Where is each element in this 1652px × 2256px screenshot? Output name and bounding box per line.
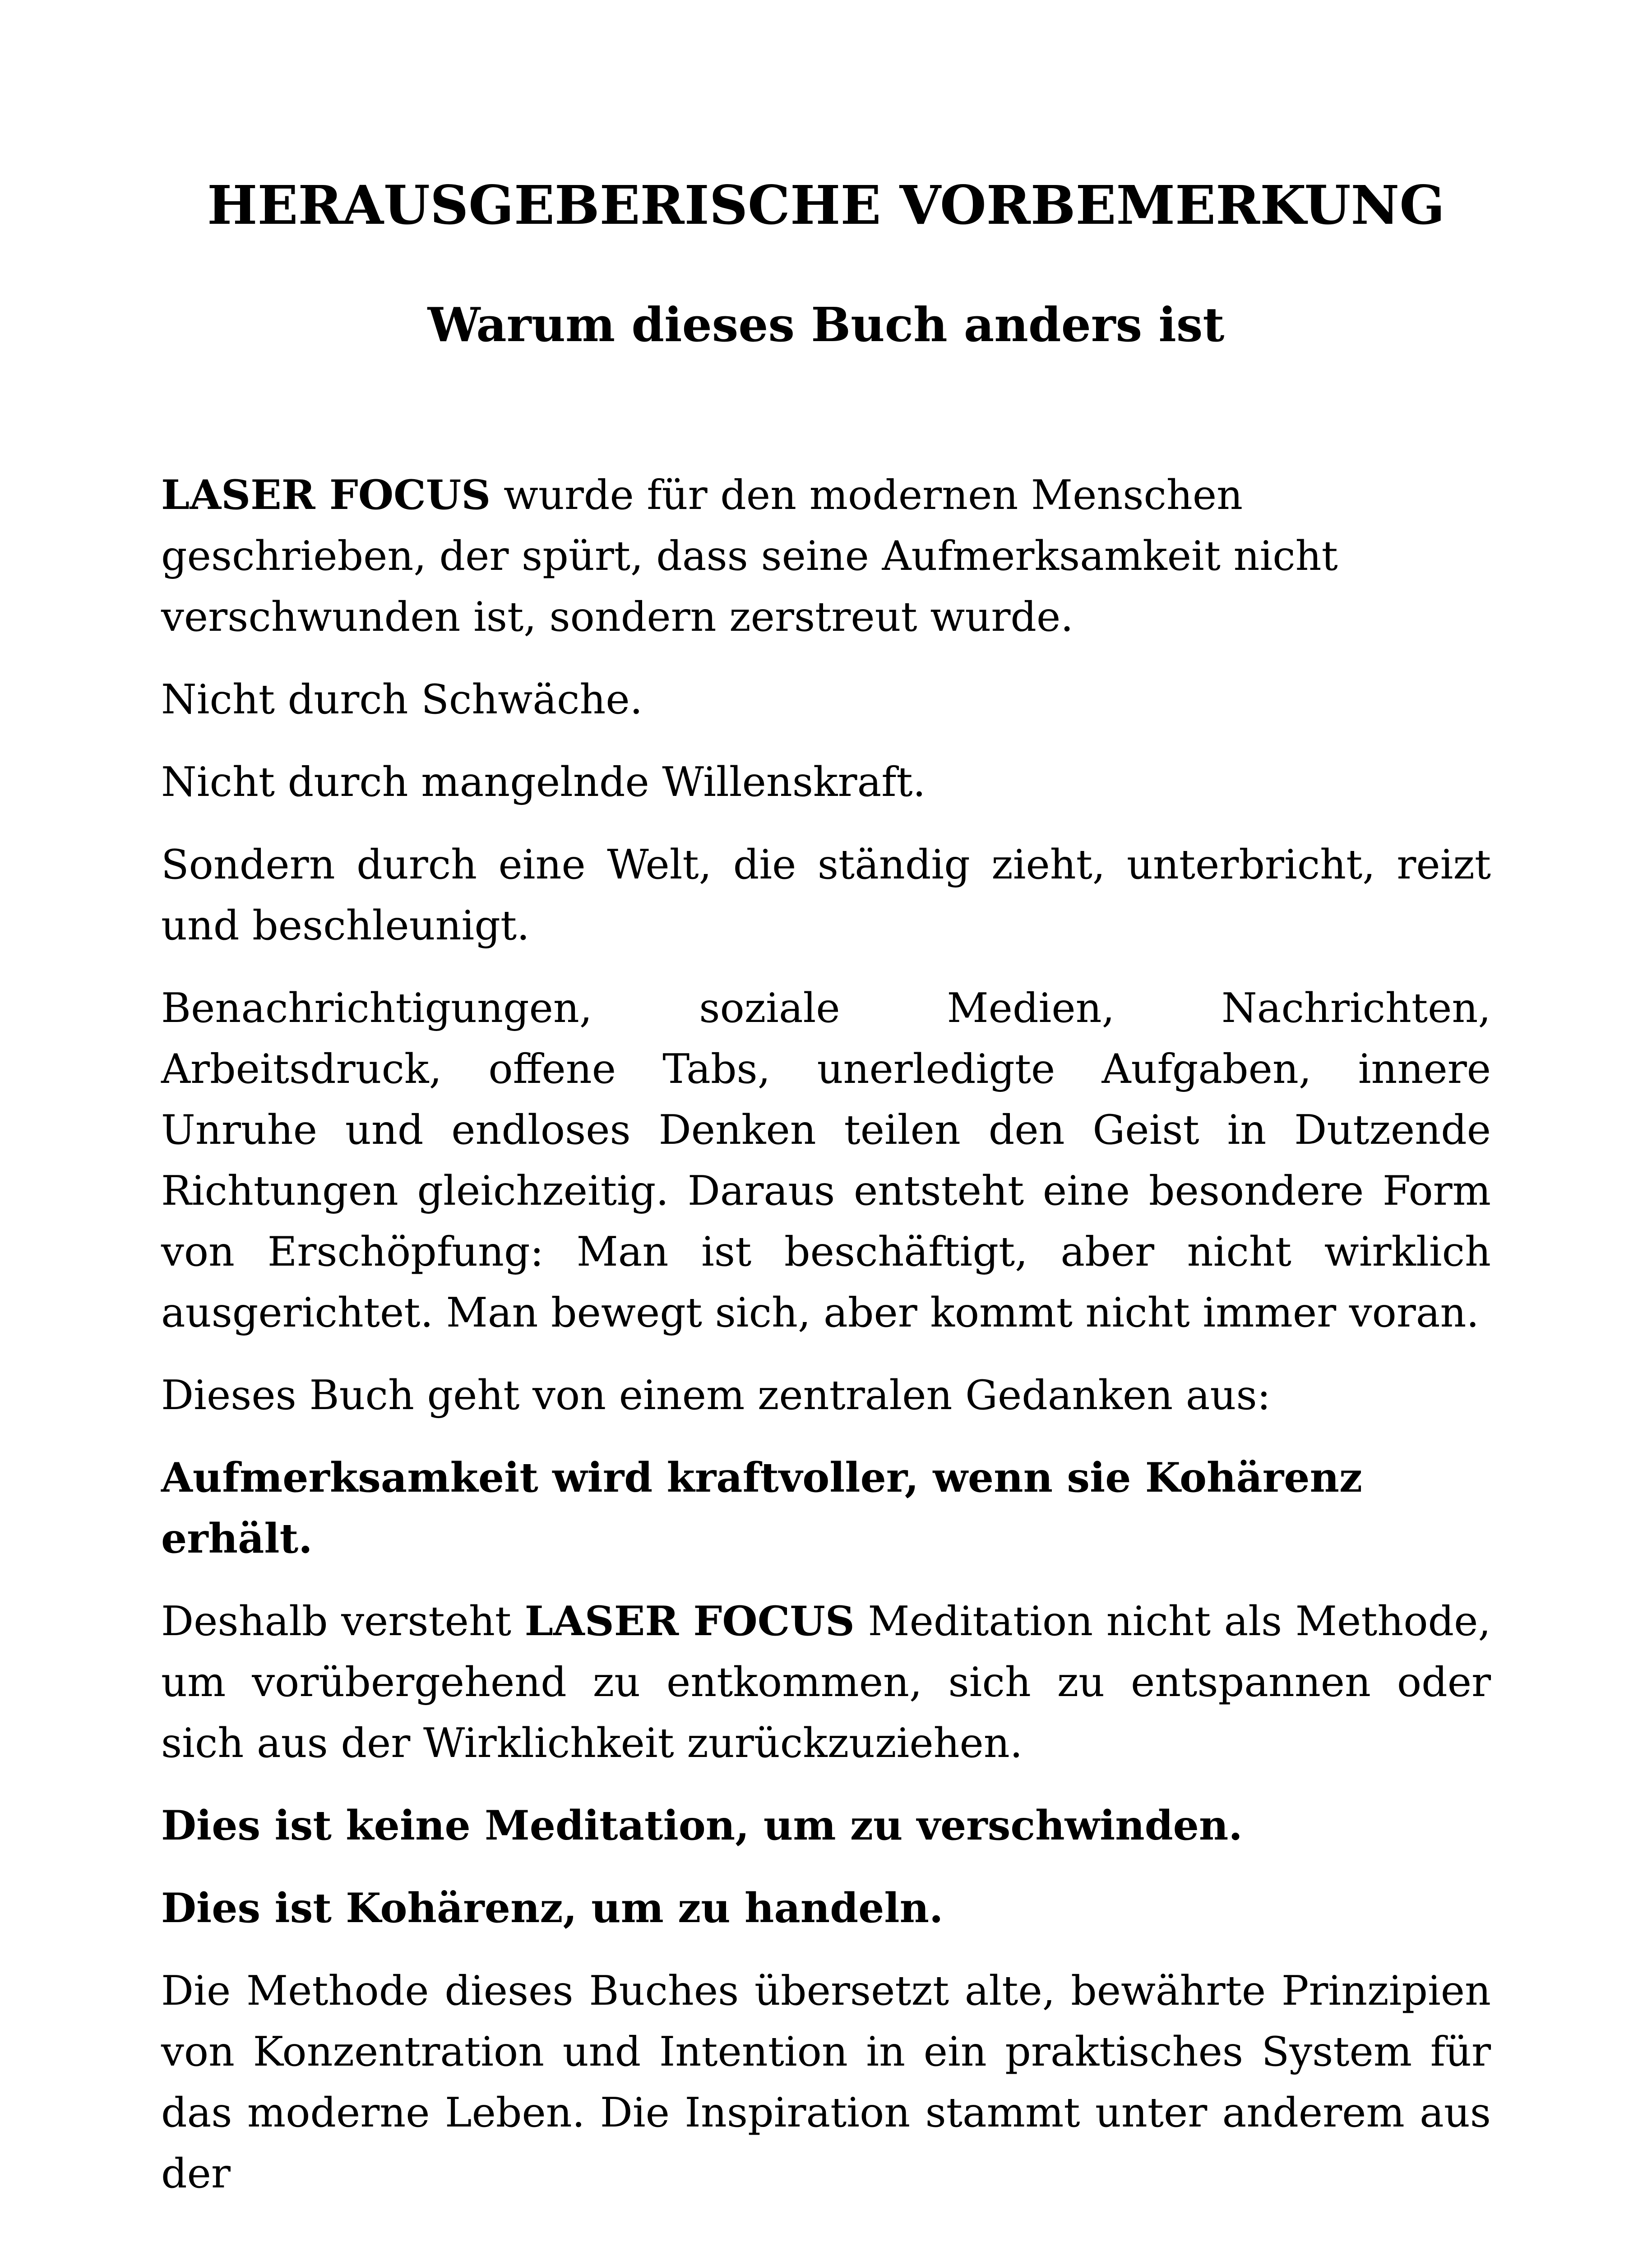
- paragraph-6: Dieses Buch geht von einem zentralen Gedanken aus:: [161, 1372, 1271, 1419]
- paragraph-4: Sondern durch eine Welt, die ständig zieht, unterbricht, reizt und beschleunigt.: [161, 841, 1491, 949]
- paragraph-3: Nicht durch mangelnde Willenskraft.: [161, 758, 926, 806]
- paragraph-8-text: Meditation nicht als Methode, um vorübergehend zu entkommen, sich zu entspannen oder sich aus der Wirklichkeit zurückzuziehen.: [161, 1598, 1491, 1767]
- paragraph-8: [161, 1591, 1491, 1774]
- paragraph-11: Die Methode dieses Buches übersetzt alte, bewährte Prinzipien von Konzentration und Intention in ein praktisches System für das moderne Leben. Die Inspiration stammt unter anderem aus der: [161, 1967, 1491, 2197]
- paragraph-8-lead: Deshalb versteht: [161, 1598, 525, 1645]
- page-subtitle: Warum dieses Buch anders ist: [427, 297, 1225, 352]
- document-body: [161, 465, 1491, 2226]
- statement-act: Dies ist Kohärenz, um zu handeln.: [161, 1884, 944, 1932]
- brand-name-2: LASER FOCUS: [524, 1597, 855, 1645]
- paragraph-1-text: wurde für den modernen Menschen geschrieben, der spürt, dass seine Aufmerksamkeit nicht verschwunden ist, sondern zerstreut wurde.: [161, 472, 1338, 641]
- paragraph-2: Nicht durch Schwäche.: [161, 676, 643, 723]
- paragraph-1: [161, 465, 1491, 647]
- paragraph-5: Benachrichtigungen, soziale Medien, Nachrichten, Arbeitsdruck, offene Tabs, unerledigte Aufgaben, innere Unruhe und endloses Denken teilen den Geist in Dutzende Richtungen gleichzeitig. Daraus entsteht eine besondere Form von Erschöpfung: Man ist beschäftigt, aber nicht wirklich ausgerichtet. Man bewegt sich, aber kommt nicht immer voran.: [161, 985, 1491, 1336]
- statement-disappear: Dies ist keine Meditation, um zu verschwinden.: [161, 1802, 1243, 1849]
- page-title: HERAUSGEBERISCHE VORBEMERKUNG: [207, 174, 1445, 236]
- brand-name: LASER FOCUS: [161, 471, 491, 519]
- key-statement: Aufmerksamkeit wird kraftvoller, wenn sie Kohärenz erhält.: [161, 1454, 1363, 1563]
